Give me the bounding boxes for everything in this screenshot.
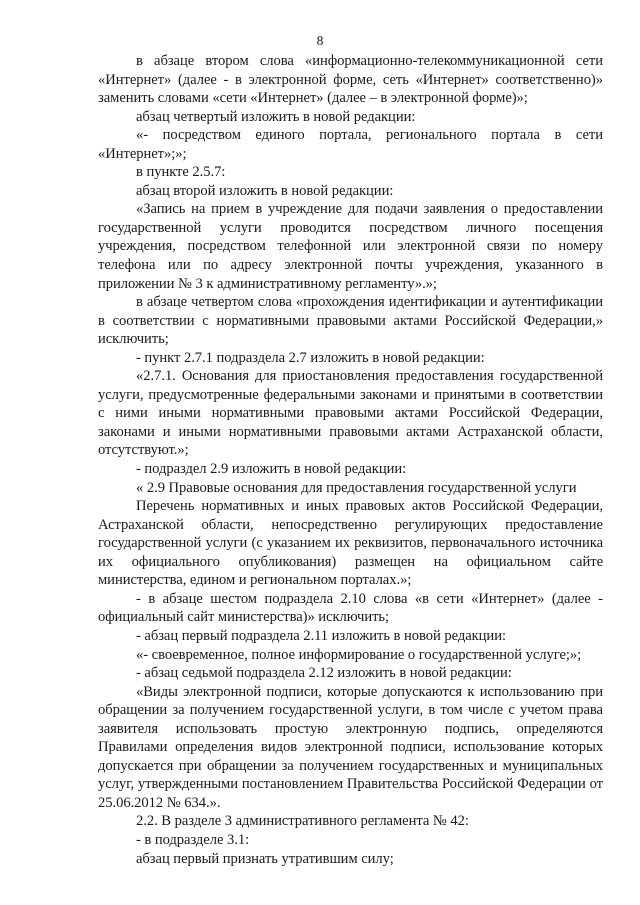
paragraph: «- своевременное, полное информирование о государственной услуге;»; <box>136 646 582 663</box>
paragraph: «- посредством единого портала, регионального портала в сети «Интернет»;»; <box>98 127 603 162</box>
paragraph: в пункте 2.5.7: <box>136 164 226 181</box>
section-heading: « 2.9 Правовые основания для предоставления государственной услуги <box>136 479 577 496</box>
paragraph: в абзаце втором слова «информационно-телекоммуникационной сети «Интернет» (далее - в электронной форме, сеть «Интернет» соответственно)» заменить словами «сети «Интернет» (далее – в электронной форме)»; <box>98 53 603 107</box>
paragraph: - абзац седьмой подраздела 2.12 изложить в новой редакции: <box>136 665 512 682</box>
paragraph: абзац второй изложить в новой редакции: <box>136 182 394 199</box>
paragraph: - абзац первый подраздела 2.11 изложить в новой редакции: <box>136 627 506 644</box>
paragraph: «2.7.1. Основания для приостановления предоставления государственной услуги, предусмотренные федеральными законами и принятыми в соответствии с ними иными нормативными правовыми актами Российской Федерации, законами и иными нормативными правовыми актами Астраханской области, отсутствуют.»; <box>98 368 603 459</box>
paragraph: 2.2. В разделе 3 административного регламента № 42: <box>136 813 469 830</box>
paragraph: абзац четвертый изложить в новой редакции: <box>136 108 416 125</box>
paragraph: - в подразделе 3.1: <box>136 831 250 848</box>
paragraph: «Виды электронной подписи, которые допускаются к использованию при обращении за получением государственной услуги, в том числе с учетом права заявителя использовать простую электронную подпись, определяются Правилами определения видов электронной подписи, использование которых допускается при обращении за получением государственных и муниципальных услуг, утвержденными постановлением Правительства Российской Федерации от 25.06.2012 № 634.». <box>98 683 603 811</box>
paragraph: - пункт 2.7.1 подраздела 2.7 изложить в новой редакции: <box>136 349 485 366</box>
paragraph: Перечень нормативных и иных правовых актов Российской Федерации, Астраханской области, непосредственно регулирующих предоставление государственной услуги (с указанием их реквизитов, первоначального источника их официального опубликования) размещен на официальном сайте министерства, едином и региональном порталах.»; <box>98 498 603 589</box>
paragraph: в абзаце четвертом слова «прохождения идентификации и аутентификации в соответствии с нормативными правовыми актами Российской Федерации,» исключить; <box>98 294 603 348</box>
document-body <box>98 52 603 868</box>
paragraph: - подраздел 2.9 изложить в новой редакции: <box>136 461 407 478</box>
page-number: 8 <box>316 33 324 48</box>
paragraph: - в абзаце шестом подраздела 2.10 слова «в сети «Интернет» (далее - официальный сайт министерства)» исключить; <box>98 590 603 626</box>
paragraph: абзац первый признать утратившим силу; <box>136 850 394 867</box>
paragraph: «Запись на прием в учреждение для подачи заявления о предоставлении государственной услуги проводится посредством личного посещения учреждения, посредством телефонной или электронной связи по номеру телефона или по адресу электронной почты учреждения, указанного в приложении № 3 к административному регламенту».»; <box>98 201 603 292</box>
